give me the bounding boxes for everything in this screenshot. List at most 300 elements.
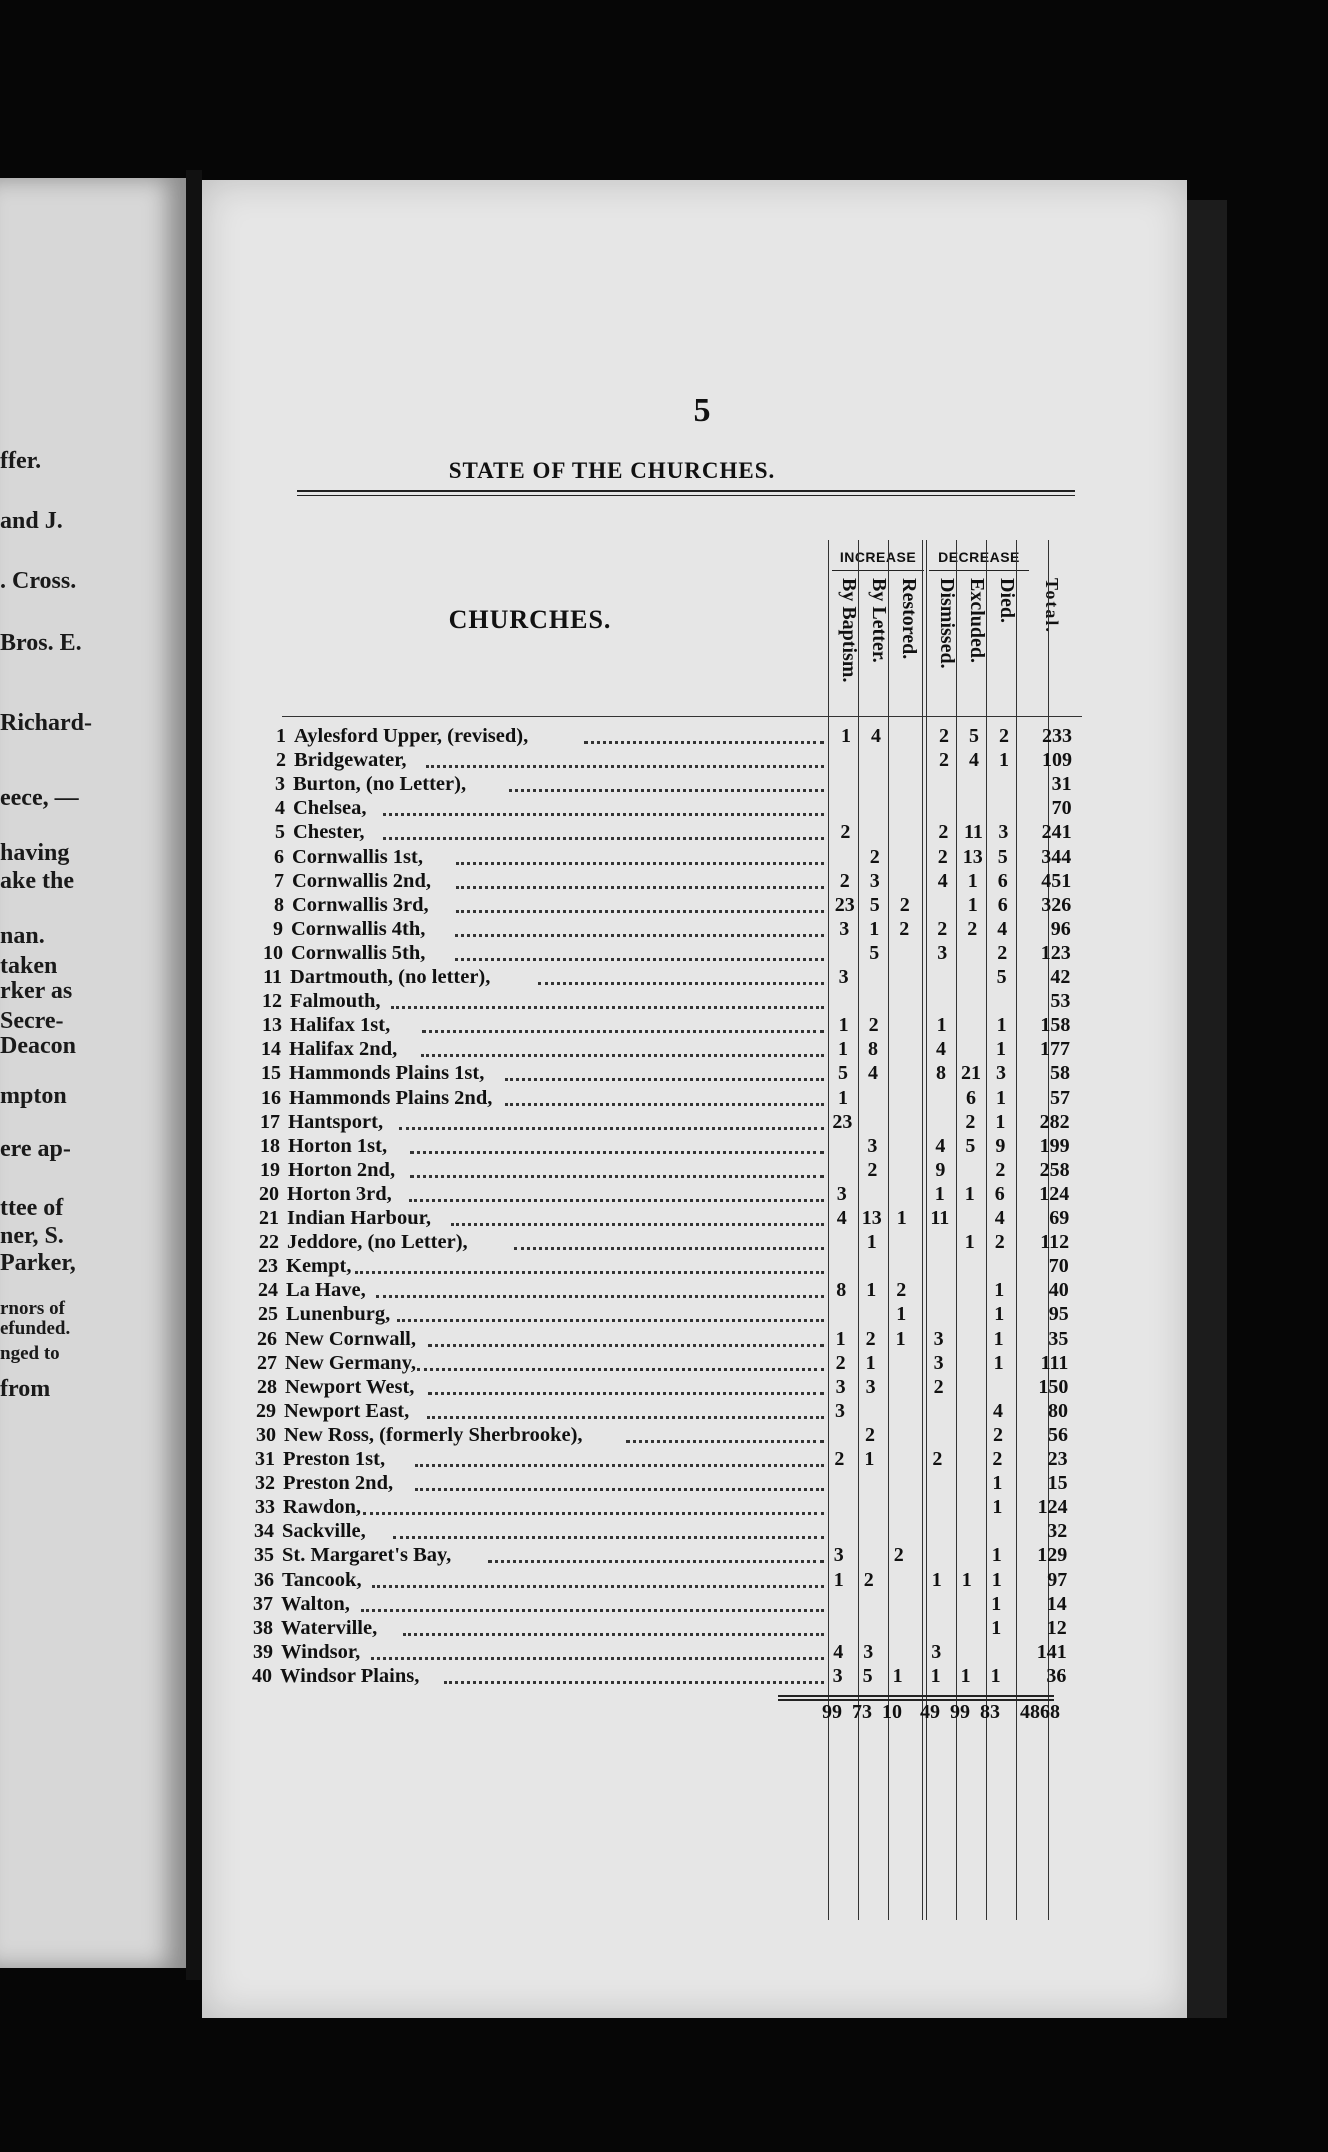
cell-letter: 8	[868, 1038, 878, 1061]
church-name: Cornwallis 2nd,	[292, 869, 431, 892]
table-row	[252, 1496, 1112, 1520]
cell-died: 6	[994, 1182, 1005, 1205]
row-number: 21	[259, 1207, 279, 1229]
cell-total: 14	[1046, 1592, 1067, 1615]
church-name: Bridgewater,	[294, 749, 407, 772]
row-number: 23	[258, 1255, 278, 1278]
church-name: Chelsea,	[293, 797, 367, 820]
cell-dismissed: 1	[934, 1182, 945, 1205]
row-number: 6	[274, 845, 284, 868]
cell-total: 12	[1046, 1616, 1067, 1639]
cell-dismissed: 11	[930, 1207, 950, 1229]
dot-leader	[456, 886, 825, 889]
church-name: New Cornwall,	[285, 1327, 416, 1350]
row-number: 38	[253, 1616, 273, 1639]
cell-excluded: 5	[969, 725, 979, 747]
column-header: Dismissed.	[936, 578, 958, 669]
cell-restored: 1	[895, 1327, 906, 1350]
cell-died: 2	[994, 1231, 1005, 1254]
cell-total: 58	[1050, 1062, 1070, 1085]
cell-letter: 5	[869, 893, 880, 916]
church-name: Hammonds Plains 2nd,	[289, 1086, 493, 1109]
table-row	[252, 1569, 1112, 1593]
cell-baptism: 8	[836, 1279, 847, 1302]
church-name: Cornwallis 3rd,	[292, 893, 429, 916]
cell-letter: 2	[865, 1423, 875, 1446]
cell-total: 241	[1041, 821, 1072, 844]
row-number: 17	[260, 1110, 280, 1133]
table-row	[252, 1183, 1112, 1207]
church-name: Walton,	[281, 1592, 350, 1615]
column-header: Restored.	[898, 578, 920, 660]
church-name: Halifax 2nd,	[289, 1038, 398, 1061]
table-row	[252, 918, 1112, 942]
dot-leader	[421, 1054, 824, 1057]
left-page-fragment: eece, —	[0, 785, 79, 811]
cell-letter: 2	[868, 1014, 879, 1037]
cell-dismissed: 2	[937, 917, 948, 940]
dot-leader	[399, 1127, 824, 1130]
dot-leader	[451, 1223, 825, 1226]
cell-dismissed: 1	[936, 1014, 947, 1037]
cell-baptism: 3	[836, 1182, 847, 1205]
table-row	[252, 1159, 1112, 1183]
totals-rule	[778, 1695, 1054, 1697]
church-name: St. Margaret's Bay,	[282, 1544, 452, 1567]
cell-total: 53	[1050, 990, 1071, 1013]
row-number: 7	[274, 869, 284, 892]
row-number: 18	[260, 1134, 280, 1157]
left-page-fragment: taken	[0, 953, 58, 979]
table-row	[252, 1231, 1112, 1255]
dot-leader	[455, 934, 825, 937]
page-title: STATE OF THE CHURCHES.	[448, 458, 776, 483]
cell-total: 95	[1048, 1303, 1069, 1326]
cell-baptism: 3	[835, 1399, 845, 1422]
page	[202, 180, 1187, 2018]
dot-leader	[428, 1392, 825, 1395]
row-number: 20	[259, 1182, 279, 1205]
church-name: Cornwallis 5th,	[291, 941, 426, 964]
increase-group-heading: INCREASE	[832, 544, 924, 571]
cell-excluded: 2	[965, 1110, 976, 1133]
table-row	[252, 1328, 1112, 1352]
cell-letter: 3	[869, 869, 880, 892]
left-page-fragment: Bros. E.	[0, 630, 82, 656]
table-row	[252, 1014, 1112, 1038]
church-name: Falmouth,	[290, 990, 381, 1013]
table-row	[252, 1111, 1112, 1135]
left-page-fragment: ttee of	[0, 1195, 64, 1221]
left-page-fragment: ner, S.	[0, 1223, 64, 1249]
cell-total: 56	[1048, 1423, 1068, 1446]
row-number: 8	[274, 893, 284, 916]
dot-leader	[455, 958, 825, 961]
cell-letter: 3	[865, 1375, 876, 1398]
church-name: Aylesford Upper, (revised),	[294, 725, 529, 747]
cell-baptism: 3	[838, 966, 849, 988]
cell-died: 1	[991, 1568, 1002, 1591]
left-page-fragment: . Cross.	[0, 568, 77, 594]
cell-total: 199	[1039, 1134, 1070, 1157]
dot-leader	[427, 1416, 825, 1419]
cell-baptism: 1	[841, 725, 851, 747]
page-edge	[1187, 200, 1227, 2018]
church-name: Jeddore, (no Letter),	[287, 1231, 468, 1254]
left-page-fragment: and J.	[0, 508, 63, 534]
dot-leader	[538, 982, 825, 985]
cell-total: 451	[1041, 869, 1072, 892]
cell-died: 3	[996, 1062, 1006, 1085]
cell-total: 36	[1046, 1664, 1067, 1687]
cell-baptism: 1	[835, 1327, 846, 1350]
cell-excluded: 2	[967, 917, 978, 940]
cell-total: 282	[1039, 1110, 1070, 1133]
cell-total: 80	[1048, 1399, 1068, 1422]
cell-baptism: 1	[838, 1038, 848, 1061]
left-page	[0, 178, 186, 1968]
church-name: Indian Harbour,	[287, 1207, 431, 1229]
cell-excluded: 1	[961, 1568, 972, 1591]
cell-letter: 2	[869, 845, 880, 868]
cell-excluded: 11	[963, 821, 983, 844]
cell-baptism: 3	[839, 917, 850, 940]
cell-dismissed: 1	[930, 1664, 941, 1687]
table-row	[252, 1135, 1112, 1159]
cell-restored: 1	[896, 1207, 907, 1229]
cell-died: 1	[995, 1110, 1006, 1133]
cell-total: 344	[1041, 845, 1072, 868]
dot-leader	[383, 837, 824, 840]
cell-dismissed: 2	[937, 845, 948, 868]
table-row	[252, 797, 1112, 821]
dot-leader	[444, 1681, 825, 1684]
cell-dismissed: 8	[936, 1062, 946, 1085]
row-number: 9	[273, 917, 283, 940]
dot-leader	[410, 1175, 825, 1178]
dot-leader	[361, 1609, 825, 1612]
dot-leader	[376, 1295, 824, 1298]
cell-baptism: 1	[838, 1014, 849, 1037]
cell-letter: 1	[866, 1231, 877, 1254]
row-number: 29	[256, 1399, 276, 1422]
cell-died: 2	[992, 1448, 1003, 1470]
dot-leader	[428, 1344, 825, 1347]
row-number: 13	[262, 1014, 282, 1037]
table-row	[252, 1038, 1112, 1062]
row-number: 31	[255, 1448, 275, 1470]
table-row	[252, 821, 1112, 845]
row-number: 12	[262, 990, 282, 1013]
row-number: 33	[255, 1496, 275, 1519]
table-row	[252, 1087, 1112, 1111]
cell-baptism: 3	[832, 1664, 843, 1687]
column-total: 10	[882, 1701, 902, 1723]
dot-leader	[422, 1030, 824, 1033]
cell-total: 150	[1038, 1375, 1069, 1398]
table-row	[252, 1255, 1112, 1279]
churches-column-heading: CHURCHES.	[448, 605, 612, 634]
grand-total: 4868	[1020, 1701, 1060, 1723]
church-name: La Have,	[286, 1279, 366, 1302]
row-number: 10	[263, 941, 283, 964]
church-name: Preston 1st,	[283, 1448, 386, 1470]
dot-leader	[456, 910, 825, 913]
decrease-group-heading: DECREASE	[929, 544, 1029, 571]
cell-excluded: 1	[964, 1231, 975, 1254]
table-row	[252, 1665, 1112, 1689]
column-header: Excluded.	[966, 578, 988, 664]
cell-excluded: 6	[966, 1086, 976, 1109]
table-row	[252, 1352, 1112, 1376]
column-total: 73	[852, 1701, 872, 1723]
cell-baptism: 2	[834, 1448, 845, 1470]
table-row	[252, 773, 1112, 797]
left-page-fragment: from	[0, 1376, 51, 1402]
table-row	[252, 1593, 1112, 1617]
cell-died: 1	[996, 1038, 1006, 1061]
church-name: Sackville,	[282, 1520, 366, 1543]
cell-died: 2	[999, 725, 1009, 747]
cell-baptism: 3	[835, 1375, 846, 1398]
cell-died: 5	[997, 845, 1008, 868]
row-number: 26	[257, 1327, 277, 1350]
cell-died: 1	[991, 1592, 1002, 1615]
cell-total: 97	[1047, 1568, 1068, 1591]
table-row	[252, 1376, 1112, 1400]
row-number: 25	[258, 1303, 278, 1326]
row-number: 28	[257, 1375, 277, 1398]
cell-dismissed: 9	[935, 1158, 946, 1181]
table-row	[252, 1544, 1112, 1568]
cell-total: 32	[1047, 1520, 1068, 1543]
table-row	[252, 1641, 1112, 1665]
left-page-fragment: rker as	[0, 978, 73, 1004]
row-number: 39	[253, 1640, 273, 1663]
row-number: 37	[253, 1592, 273, 1615]
left-page-fragment: rnors of	[0, 1298, 65, 1319]
cell-total: 129	[1037, 1544, 1068, 1567]
cell-baptism: 1	[833, 1568, 844, 1591]
cell-dismissed: 2	[932, 1448, 943, 1470]
cell-letter: 4	[868, 1062, 878, 1085]
cell-total: 40	[1048, 1279, 1069, 1302]
table-row	[252, 846, 1112, 870]
dot-leader	[403, 1633, 825, 1636]
cell-excluded: 5	[965, 1134, 976, 1157]
table-row	[252, 870, 1112, 894]
table-row	[252, 1617, 1112, 1641]
church-name: Lunenburg,	[286, 1303, 391, 1326]
cell-letter: 5	[862, 1664, 873, 1687]
church-name: Newport West,	[285, 1375, 415, 1398]
table-row	[252, 1472, 1112, 1496]
cell-died: 1	[991, 1544, 1002, 1567]
church-name: Waterville,	[281, 1616, 378, 1639]
cell-letter: 5	[869, 941, 880, 964]
cell-excluded: 1	[960, 1664, 971, 1687]
cell-excluded: 4	[969, 749, 979, 772]
cell-letter: 2	[863, 1568, 874, 1591]
church-name: Hammonds Plains 1st,	[289, 1062, 485, 1085]
cell-excluded: 21	[961, 1062, 981, 1085]
left-page-fragment: Deacon	[0, 1033, 76, 1059]
cell-dismissed: 3	[933, 1327, 944, 1350]
church-name: Preston 2nd,	[283, 1472, 394, 1495]
table-row	[252, 1207, 1112, 1231]
column-header: By Baptism.	[838, 578, 860, 683]
left-page-fragment: nan.	[0, 923, 45, 949]
row-number: 27	[257, 1351, 277, 1374]
church-name: Cornwallis 4th,	[291, 917, 426, 940]
cell-excluded: 1	[964, 1182, 975, 1205]
table-row	[252, 725, 1112, 749]
title-rule	[297, 490, 1075, 492]
dot-leader	[415, 1488, 824, 1491]
cell-dismissed: 3	[933, 1351, 944, 1374]
church-name: New Germany,	[285, 1351, 416, 1374]
dot-leader	[626, 1440, 824, 1443]
column-total: 99	[950, 1701, 970, 1723]
cell-total: 109	[1042, 749, 1072, 772]
dot-leader	[514, 1247, 825, 1250]
cell-letter: 4	[871, 725, 881, 747]
header-rule	[282, 716, 1082, 717]
cell-died: 6	[997, 893, 1008, 916]
table-row	[252, 942, 1112, 966]
cell-total: 111	[1040, 1351, 1069, 1374]
row-number: 36	[254, 1568, 274, 1591]
page-gutter	[186, 170, 202, 1980]
dot-leader	[505, 1103, 824, 1106]
cell-excluded: 1	[967, 869, 978, 892]
column-header: Total.	[1042, 578, 1062, 634]
church-name: Dartmouth, (no letter),	[290, 966, 491, 988]
church-name: Chester,	[293, 821, 365, 844]
cell-total: 35	[1048, 1327, 1069, 1350]
cell-restored: 2	[893, 1544, 904, 1567]
column-total: 83	[980, 1701, 1000, 1723]
cell-letter: 1	[866, 1279, 877, 1302]
left-page-fragment: nged to	[0, 1343, 60, 1364]
cell-total: 141	[1036, 1640, 1067, 1663]
cell-total: 23	[1047, 1448, 1068, 1470]
cell-died: 1	[996, 1086, 1006, 1109]
church-name: Rawdon,	[283, 1496, 362, 1519]
dot-leader	[426, 765, 824, 768]
dot-leader	[363, 1512, 825, 1515]
row-number: 11	[263, 966, 282, 988]
dot-leader	[372, 1585, 824, 1588]
cell-total: 258	[1039, 1158, 1070, 1181]
row-number: 30	[256, 1423, 276, 1446]
dot-leader	[584, 741, 825, 744]
church-name: Horton 3rd,	[287, 1182, 392, 1205]
cell-baptism: 23	[832, 1110, 853, 1133]
table-row	[252, 1520, 1112, 1544]
cell-died: 6	[997, 869, 1008, 892]
dot-leader	[409, 1199, 825, 1202]
church-name: Tancook,	[282, 1568, 362, 1591]
dot-leader	[488, 1560, 825, 1563]
cell-dismissed: 2	[938, 821, 949, 844]
cell-restored: 2	[896, 1279, 907, 1302]
church-name: Newport East,	[284, 1399, 410, 1422]
church-name: Windsor Plains,	[280, 1664, 420, 1687]
table-row	[252, 1303, 1112, 1327]
cell-total: 124	[1039, 1182, 1070, 1205]
dot-leader	[383, 813, 824, 816]
cell-baptism: 5	[838, 1062, 848, 1085]
left-page-fragment: efunded.	[0, 1318, 71, 1339]
left-page-fragment: Parker,	[0, 1250, 76, 1276]
cell-died: 2	[993, 1423, 1003, 1446]
column-header: By Letter.	[868, 578, 890, 663]
cell-total: 112	[1040, 1231, 1070, 1254]
table-row	[252, 990, 1112, 1014]
cell-restored: 2	[899, 893, 910, 916]
cell-excluded: 1	[967, 893, 978, 916]
table-row	[252, 894, 1112, 918]
dot-leader	[415, 1464, 824, 1467]
left-page-fragment: Richard-	[0, 710, 92, 736]
cell-died: 9	[995, 1134, 1006, 1157]
table-row	[252, 1448, 1112, 1472]
cell-died: 4	[993, 1399, 1003, 1422]
row-number: 4	[275, 797, 285, 820]
cell-died: 1	[991, 1616, 1002, 1639]
church-name: New Ross, (formerly Sherbrooke),	[284, 1423, 583, 1446]
cell-total: 124	[1037, 1496, 1068, 1519]
cell-dismissed: 4	[935, 1134, 946, 1157]
row-number: 24	[258, 1279, 278, 1302]
column-total: 49	[920, 1701, 940, 1723]
table-row	[252, 1400, 1112, 1424]
cell-died: 1	[990, 1664, 1001, 1687]
cell-total: 158	[1040, 1014, 1071, 1037]
church-name: Windsor,	[281, 1640, 361, 1663]
cell-died: 1	[992, 1472, 1003, 1495]
left-page-fragment: ake the	[0, 868, 74, 894]
cell-letter: 1	[869, 917, 880, 940]
row-number: 15	[261, 1062, 281, 1085]
cell-total: 70	[1051, 797, 1072, 820]
cell-dismissed: 2	[933, 1375, 944, 1398]
left-page-fragment: mpton	[0, 1083, 67, 1109]
left-page-fragment: ffer.	[0, 448, 42, 474]
cell-died: 4	[994, 1207, 1005, 1229]
cell-total: 31	[1051, 773, 1072, 796]
cell-total: 177	[1040, 1038, 1070, 1061]
cell-died: 1	[999, 749, 1009, 772]
church-name: Halifax 1st,	[290, 1014, 391, 1037]
left-page-fragment: ere ap-	[0, 1136, 71, 1162]
row-number: 34	[254, 1520, 274, 1543]
dot-leader	[355, 1271, 824, 1274]
dot-leader	[410, 1151, 825, 1154]
cell-total: 15	[1047, 1472, 1068, 1495]
row-number: 14	[261, 1038, 281, 1061]
cell-dismissed: 4	[937, 869, 948, 892]
church-name: Cornwallis 1st,	[292, 845, 423, 868]
table-row	[252, 1279, 1112, 1303]
cell-letter: 2	[865, 1327, 876, 1350]
dot-leader	[397, 1319, 824, 1322]
cell-dismissed: 4	[936, 1038, 946, 1061]
cell-total: 69	[1049, 1207, 1070, 1229]
cell-baptism: 2	[835, 1351, 846, 1374]
cell-total: 70	[1048, 1255, 1069, 1278]
